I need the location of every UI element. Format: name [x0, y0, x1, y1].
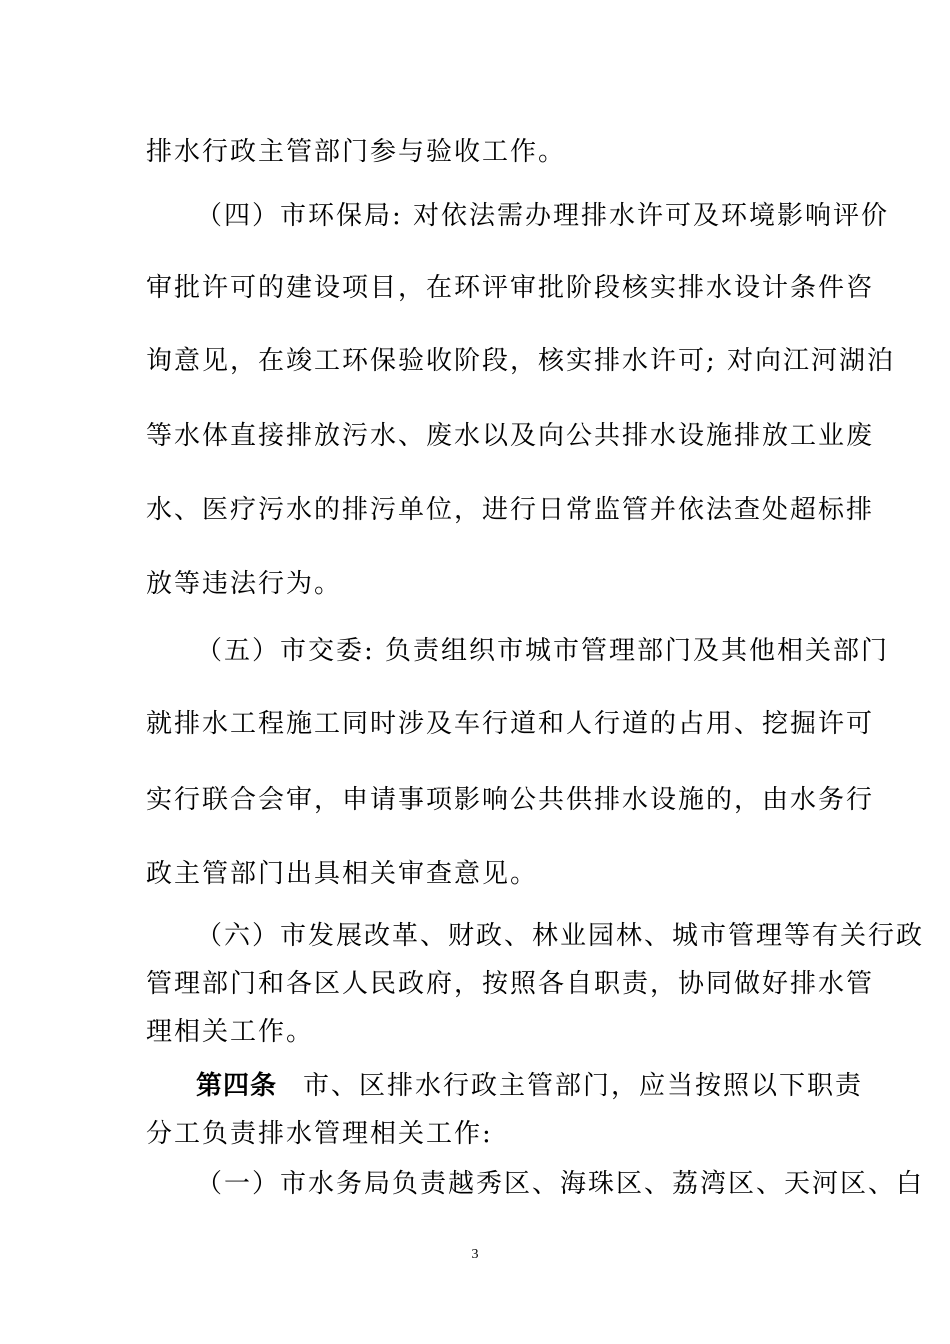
paragraph-line: （五）市交委: 负责组织市城市管理部门及其他相关部门	[196, 636, 890, 666]
paragraph-line: 实行联合会审，申请事项影响公共供排水设施的，由水务行	[146, 785, 875, 815]
paragraph-line: 审批许可的建设项目，在环评审批阶段核实排水设计条件咨	[146, 273, 875, 303]
paragraph-line: 政主管部门出具相关审查意见。	[146, 859, 539, 889]
article-heading: 第四条	[196, 1071, 278, 1101]
paragraph-line: 放等违法行为。	[146, 569, 343, 599]
paragraph-line: （一）市水务局负责越秀区、海珠区、荔湾区、天河区、白	[196, 1169, 925, 1199]
article-paragraph-line	[196, 1070, 864, 1102]
paragraph-line: 理相关工作。	[146, 1017, 315, 1047]
paragraph-line: 等水体直接排放污水、废水以及向公共排水设施排放工业废	[146, 421, 875, 451]
paragraph-line: 询意见，在竣工环保验收阶段，核实排水许可; 对向江河湖泊	[146, 346, 896, 376]
paragraph-line: 排水行政主管部门参与验收工作。	[146, 137, 567, 167]
paragraph-text: 市、区排水行政主管部门，应当按照以下职责	[303, 1071, 864, 1101]
paragraph-line: （四）市环保局: 对依法需办理排水许可及环境影响评价	[196, 201, 890, 231]
paragraph-line: 分工负责排水管理相关工作:	[146, 1119, 493, 1149]
paragraph-line: 水、医疗污水的排污单位，进行日常监管并依法查处超标排	[146, 495, 875, 525]
page-number: 3	[471, 1247, 479, 1262]
paragraph-line: （六）市发展改革、财政、林业园林、城市管理等有关行政	[196, 921, 925, 951]
paragraph-line: 管理部门和各区人民政府，按照各自职责，协同做好排水管	[146, 969, 875, 999]
paragraph-line: 就排水工程施工同时涉及车行道和人行道的占用、挖掘许可	[146, 709, 875, 739]
